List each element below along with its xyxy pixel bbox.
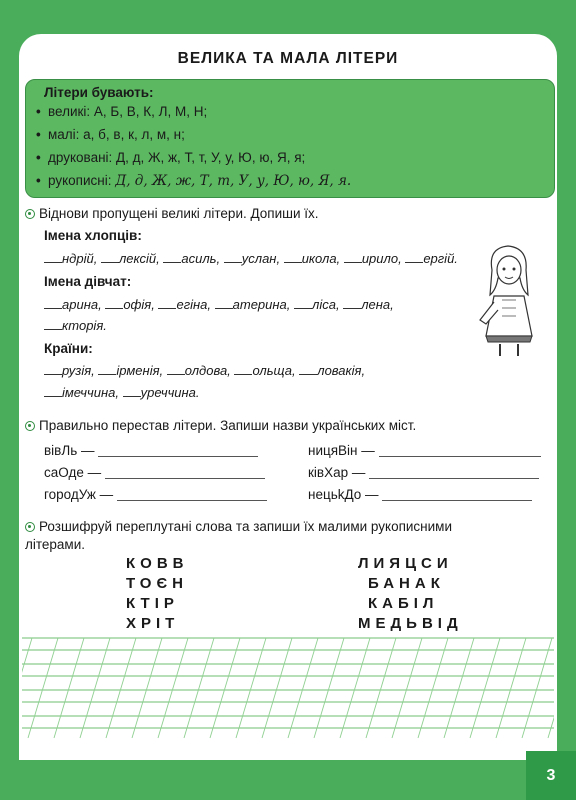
answer-line[interactable] [98, 456, 258, 457]
handwriting-lines[interactable] [22, 630, 554, 740]
page-number: 3 [526, 751, 576, 800]
city-row: ницяВін — [308, 443, 541, 458]
girls-row: кторія. [44, 318, 107, 333]
answer-blank[interactable] [44, 363, 62, 375]
scrambled-words-right [358, 554, 463, 634]
answer-blank[interactable] [98, 363, 116, 375]
answer-line[interactable] [382, 500, 532, 501]
answer-blank[interactable] [163, 251, 181, 263]
answer-blank[interactable] [44, 385, 62, 397]
city-row: вівЛь — [44, 443, 258, 458]
answer-blank[interactable] [44, 297, 62, 309]
rule-heading: Літери бувають: [44, 85, 154, 100]
answer-blank[interactable] [44, 251, 62, 263]
answer-line[interactable] [369, 478, 539, 479]
answer-blank[interactable] [158, 297, 176, 309]
scrambled-word: ТОЄН [126, 575, 188, 592]
scrambled-word: КОВВ [126, 555, 189, 572]
city-row: городУж — [44, 487, 267, 502]
countries-row: імеччина, уреччина. [44, 385, 200, 400]
page-title: ВЕЛИКА ТА МАЛА ЛІТЕРИ [177, 50, 399, 67]
task-bullet-icon [25, 209, 35, 219]
rule-item: • малі: а, б, в, к, л, м, н; [36, 127, 185, 142]
answer-blank[interactable] [284, 251, 302, 263]
answer-blank[interactable] [299, 363, 317, 375]
girl-illustration [478, 240, 540, 360]
girls-label: Імена дівчат: [44, 274, 132, 289]
scrambled-word: МЕДЬВІД [358, 615, 463, 632]
answer-blank[interactable] [344, 251, 362, 263]
answer-blank[interactable] [294, 297, 312, 309]
answer-line[interactable] [379, 456, 541, 457]
boys-label: Імена хлопців: [44, 228, 142, 243]
task-bullet-icon [25, 421, 35, 431]
scrambled-word: БАНАК [368, 575, 445, 592]
handwritten-letters: Д, д, Ж, ж, Т, т, У, у, Ю, ю, Я, я. [115, 173, 352, 189]
answer-blank[interactable] [101, 251, 119, 263]
rule-item: • великі: А, Б, В, К, Л, М, Н; [36, 104, 208, 119]
task1-instruction: Віднови пропущені великі літери. Допиши їх. [25, 205, 319, 223]
answer-blank[interactable] [234, 363, 252, 375]
scrambled-word: КТІР [126, 595, 179, 612]
scrambled-words-left [126, 554, 189, 634]
task-bullet-icon [25, 522, 35, 532]
task3-instruction: Розшифруй переплутані слова та запиши їх малими рукописними літерами. [25, 519, 453, 552]
scrambled-word: ХРІТ [126, 615, 180, 632]
rule-item-handwritten: • рукописні: Д, д, Ж, ж, Т, т, У, у, Ю, ю, Я, я. [36, 173, 352, 189]
countries-label: Країни: [44, 341, 93, 356]
rule-box [25, 79, 555, 198]
city-row: саОде — [44, 465, 265, 480]
city-row: нецьkДо — [308, 487, 532, 502]
scrambled-word: КАБІЛ [368, 595, 439, 612]
answer-line[interactable] [117, 500, 267, 501]
city-row: ківХар — [308, 465, 539, 480]
answer-blank[interactable] [44, 318, 62, 330]
task2-instruction: Правильно перестав літери. Запиши назви українських міст. [25, 417, 416, 435]
countries-row: рузія, ірменія, олдова, ольща, ловакія, [44, 363, 365, 378]
answer-blank[interactable] [167, 363, 185, 375]
answer-blank[interactable] [343, 297, 361, 309]
answer-blank[interactable] [215, 297, 233, 309]
boys-row: ндрій, лексій, асиль, услан, икола, ирило, ергій. [44, 251, 458, 266]
answer-blank[interactable] [405, 251, 423, 263]
scrambled-word: ЛИЯЦСИ [358, 555, 453, 572]
answer-line[interactable] [105, 478, 265, 479]
answer-blank[interactable] [224, 251, 242, 263]
answer-blank[interactable] [105, 297, 123, 309]
rule-item: • друковані: Д, д, Ж, ж, Т, т, У, у, Ю, ю, Я, я; [36, 150, 306, 165]
answer-blank[interactable] [123, 385, 141, 397]
girls-row: арина, офія, егіна, атерина, ліса, лена, [44, 297, 394, 312]
